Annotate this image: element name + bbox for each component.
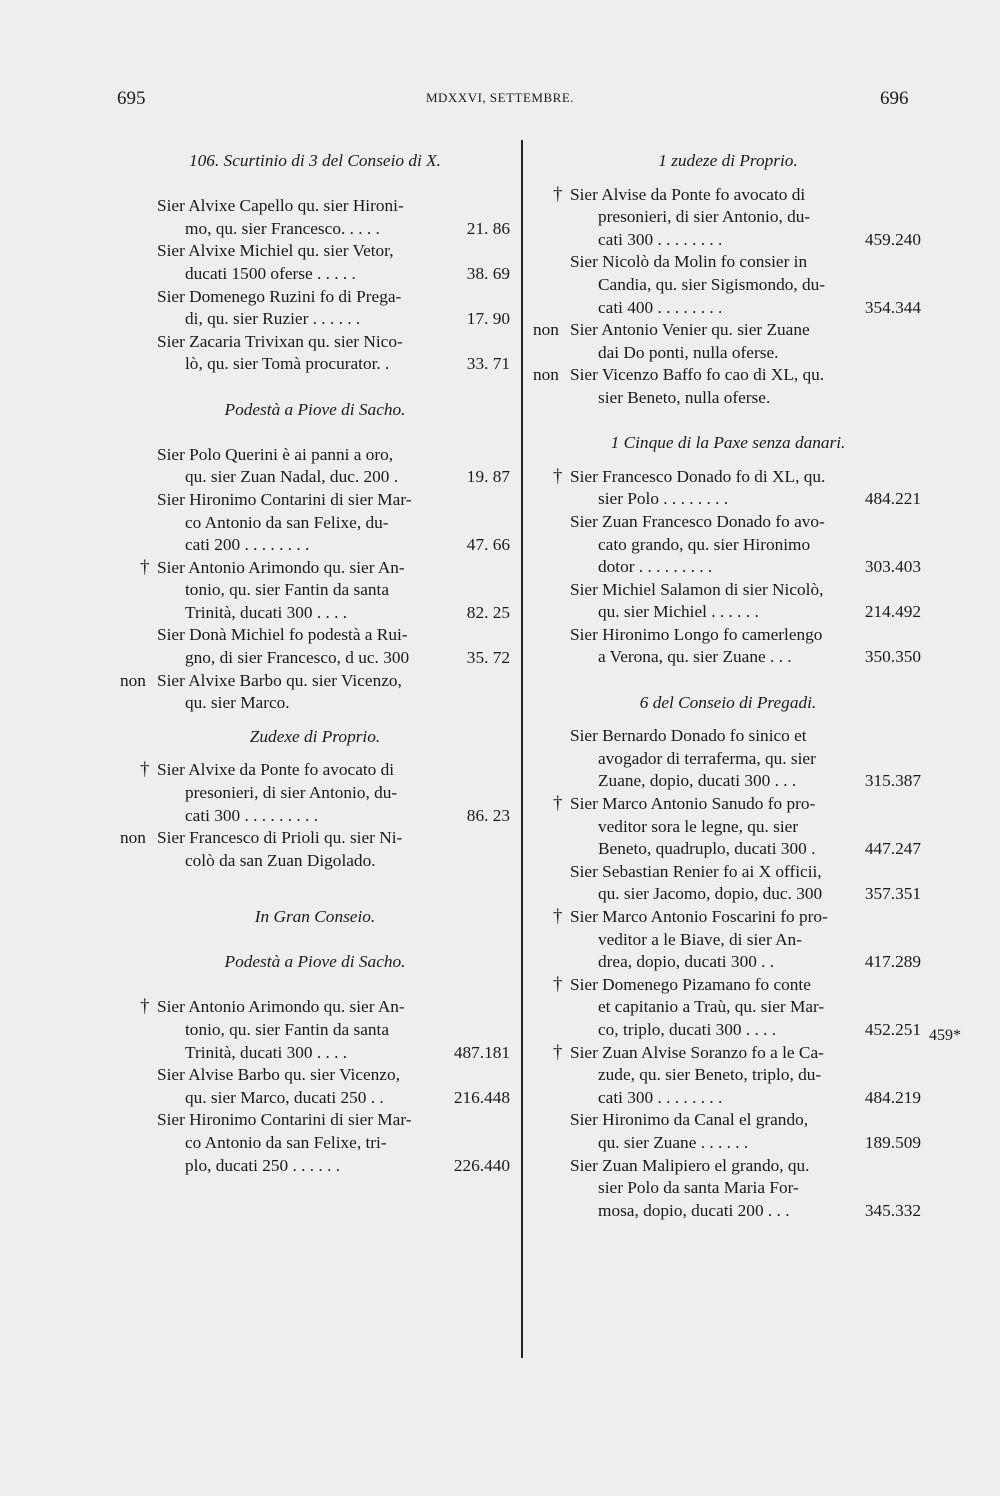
heading-text: 1 zudeze di Proprio.	[658, 151, 798, 170]
entry-line	[533, 1132, 923, 1155]
spacer	[120, 173, 510, 196]
entry-text: Sier Vicenzo Baffo fo cao di XL, qu.	[570, 365, 825, 385]
entry-text: qu. sier Marco, ducati 250 . .	[185, 1087, 384, 1107]
entry-line	[120, 218, 510, 241]
entry-line	[533, 951, 923, 974]
vote-count: 189.509	[864, 1132, 921, 1152]
entry-line	[533, 861, 923, 884]
spacer	[533, 455, 923, 466]
entry-line	[533, 488, 923, 511]
entry-line	[533, 1200, 923, 1223]
entry-line	[120, 331, 510, 354]
entry-line	[533, 793, 923, 816]
entry-line	[533, 906, 923, 929]
entry-text: Sier Francesco di Prioli qu. sier Ni-	[157, 828, 403, 848]
entry-text: cati 400 . . . . . . . .	[598, 297, 723, 317]
heading-text: In Gran Conseio.	[254, 907, 376, 926]
vote-count: 417.289	[864, 952, 921, 972]
entry-text: Sier Francesco Donado fo di XL, qu.	[570, 466, 826, 486]
entry-line	[533, 579, 923, 602]
entry-line	[533, 319, 923, 342]
entry-line	[120, 195, 510, 218]
vote-count: 82. 25	[466, 602, 510, 622]
section-heading	[120, 399, 510, 422]
entry-text: cati 300 . . . . . . . .	[598, 229, 723, 249]
heading-text: Zudexe di Proprio.	[249, 726, 381, 746]
entry-line	[533, 534, 923, 557]
entry-line	[533, 466, 923, 489]
entry-text: Sier Alvixe Capello qu. sier Hironi-	[157, 196, 404, 216]
section-heading	[120, 951, 510, 974]
spacer	[120, 872, 510, 895]
entry-line	[533, 883, 923, 906]
section-heading	[120, 906, 510, 929]
entry-text: Sier Alvixe Barbo qu. sier Vicenzo,	[157, 670, 402, 690]
entry-text: lò, qu. sier Tomà procurator. .	[185, 354, 390, 374]
entry-line	[120, 1042, 510, 1065]
entry-text: mosa, dopio, ducati 200 . . .	[598, 1200, 790, 1220]
vote-count: 487.181	[453, 1042, 510, 1062]
entry-line	[120, 534, 510, 557]
entry-line	[533, 748, 923, 771]
non-marker: non	[120, 670, 146, 690]
entry-text: Sier Alvixe da Ponte fo avocato di	[157, 760, 395, 780]
entry-text: Sier Antonio Arimondo qu. sier An-	[157, 557, 405, 577]
entry-line	[120, 1019, 510, 1042]
running-head	[0, 88, 1000, 112]
entry-line	[533, 364, 923, 387]
entry-text: Trinità, ducati 300 . . . .	[185, 602, 348, 622]
entry-line	[533, 229, 923, 252]
spacer	[533, 173, 923, 184]
entry-text: dai Do ponti, nulla oferse.	[598, 342, 779, 362]
section-heading	[120, 150, 510, 173]
entry-line	[533, 838, 923, 861]
entry-text: zude, qu. sier Beneto, triplo, du-	[598, 1065, 822, 1085]
entry-text: Beneto, quadruplo, ducati 300 .	[598, 839, 816, 859]
entry-text: Trinità, ducati 300 . . . .	[185, 1042, 348, 1062]
entry-line	[533, 1019, 923, 1042]
vote-count: 484.219	[864, 1087, 921, 1107]
entry-line	[120, 759, 510, 782]
entry-text: cati 300 . . . . . . . . .	[185, 805, 318, 825]
entry-line	[533, 1064, 923, 1087]
entry-line	[120, 286, 510, 309]
entry-line	[120, 579, 510, 602]
entry-line	[533, 297, 923, 320]
entry-line	[120, 444, 510, 467]
entry-text: Sier Antonio Venier qu. sier Zuane	[570, 320, 810, 340]
right-column	[533, 150, 923, 1222]
entry-text: Sier Bernardo Donado fo sinico et	[570, 726, 807, 746]
entry-text: Sier Hironimo Longo fo camerlengo	[570, 624, 823, 644]
entry-text: sier Beneto, nulla oferse.	[598, 387, 771, 407]
entry-line	[533, 974, 923, 997]
spacer	[120, 748, 510, 759]
entry-line	[120, 1064, 510, 1087]
entry-line	[120, 647, 510, 670]
elected-cross-icon: †	[553, 906, 563, 927]
entry-line	[533, 996, 923, 1019]
entry-text: Sier Antonio Arimondo qu. sier An-	[157, 997, 405, 1017]
entry-line	[120, 489, 510, 512]
entry-line	[533, 274, 923, 297]
entry-text: veditor a le Biave, di sier An-	[598, 929, 802, 949]
vote-count: 484.221	[864, 489, 921, 509]
entry-line	[120, 827, 510, 850]
spacer	[533, 669, 923, 692]
entry-line	[120, 240, 510, 263]
elected-cross-icon: †	[553, 973, 563, 995]
entry-text: co, triplo, ducati 300 . . . .	[598, 1019, 777, 1039]
vote-count: 214.492	[864, 602, 921, 622]
entry-line	[120, 1155, 510, 1178]
entry-text: co Antonio da san Felixe, du-	[185, 512, 389, 532]
entry-text: Sier Alvise da Ponte fo avocato di	[570, 184, 806, 204]
entry-line	[120, 1132, 510, 1155]
entry-text: Sier Zuan Alvise Soranzo fo a le Ca-	[570, 1042, 824, 1062]
spacer	[120, 974, 510, 997]
entry-line	[120, 692, 510, 715]
entry-text: Sier Hironimo da Canal el grando,	[570, 1110, 809, 1130]
entry-text: Sier Hironimo Contarini di sier Mar-	[157, 1110, 412, 1130]
vote-count: 447.247	[864, 839, 921, 859]
entry-text: qu. sier Zuane . . . . . .	[598, 1132, 749, 1152]
page-number-left: 695	[117, 88, 146, 109]
column-divider	[521, 140, 523, 1358]
entry-text: colò da san Zuan Digolado.	[185, 850, 376, 870]
entry-line	[120, 624, 510, 647]
entry-text: ducati 1500 oferse . . . . .	[185, 263, 356, 283]
entry-text: Sier Nicolò da Molin fo consier in	[570, 252, 808, 272]
heading-text: Podestà a Piove di Sacho.	[224, 399, 406, 419]
entry-text: sier Polo . . . . . . . .	[598, 489, 729, 509]
section-heading	[533, 692, 923, 715]
entry-line	[533, 1087, 923, 1110]
entry-line	[533, 1177, 923, 1200]
vote-count: 86. 23	[466, 805, 510, 825]
entry-line	[533, 1042, 923, 1065]
vote-count: 303.403	[864, 557, 921, 577]
entry-text: tonio, qu. sier Fantin da santa	[185, 580, 389, 600]
heading-text: 6 del Conseio di Pregadi.	[639, 692, 817, 712]
elected-cross-icon: †	[140, 996, 150, 1018]
vote-count: 315.387	[864, 771, 921, 791]
vote-count: 226.440	[453, 1155, 510, 1175]
entry-line	[120, 670, 510, 693]
entry-line	[120, 1109, 510, 1132]
margin-note: 459*	[929, 1027, 961, 1044]
entry-text: presonieri, di sier Antonio, du-	[598, 207, 811, 227]
entry-text: mo, qu. sier Francesco. . . . .	[185, 218, 380, 238]
spacer	[120, 376, 510, 399]
entry-text: et capitanio a Traù, qu. sier Mar-	[598, 997, 825, 1017]
vote-count: 38. 69	[466, 263, 510, 283]
entry-line	[533, 816, 923, 839]
entry-text: Sier Alvise Barbo qu. sier Vicenzo,	[157, 1065, 400, 1085]
entry-text: a Verona, qu. sier Zuane . . .	[598, 647, 792, 667]
entry-line	[533, 725, 923, 748]
spacer	[120, 895, 510, 906]
spacer	[533, 410, 923, 433]
section-heading	[120, 726, 510, 749]
vote-count: 345.332	[864, 1200, 921, 1220]
vote-count: 350.350	[864, 647, 921, 667]
vote-count: 47. 66	[466, 535, 510, 555]
entry-line	[533, 770, 923, 793]
entry-text: co Antonio da san Felixe, tri-	[185, 1132, 387, 1152]
vote-count: 17. 90	[466, 309, 510, 329]
elected-cross-icon: †	[140, 556, 150, 578]
entry-line	[120, 602, 510, 625]
entry-text: qu. sier Marco.	[185, 693, 290, 713]
vote-count: 21. 86	[466, 218, 510, 238]
entry-line	[120, 512, 510, 535]
entry-text: cato grando, qu. sier Hironimo	[598, 534, 811, 554]
entry-text: di, qu. sier Ruzier . . . . . .	[185, 309, 361, 329]
entry-text: Candia, qu. sier Sigismondo, du-	[598, 274, 826, 294]
entry-text: Sier Donà Michiel fo podestà a Rui-	[157, 625, 408, 645]
entry-line	[120, 263, 510, 286]
entry-line	[120, 996, 510, 1019]
entry-line	[533, 601, 923, 624]
spacer	[120, 929, 510, 952]
elected-cross-icon: †	[553, 793, 563, 815]
elected-cross-icon: †	[553, 1041, 563, 1063]
vote-count: 33. 71	[466, 354, 510, 374]
elected-cross-icon: †	[553, 183, 563, 205]
entry-text: Sier Marco Antonio Sanudo fo pro-	[570, 794, 816, 814]
spacer	[120, 715, 510, 726]
vote-count: 19. 87	[466, 467, 510, 487]
entry-text: Sier Zuan Francesco Donado fo avo-	[570, 511, 825, 531]
heading-text: 106. Scurtinio di 3 del Conseio di X.	[188, 151, 441, 170]
non-marker: non	[533, 365, 559, 385]
entry-text: tonio, qu. sier Fantin da santa	[185, 1019, 389, 1039]
entry-text: Sier Zacaria Trivixan qu. sier Nico-	[157, 331, 403, 351]
section-heading	[533, 150, 923, 173]
entry-line	[533, 251, 923, 274]
vote-count: 357.351	[864, 884, 921, 904]
entry-text: Zuane, dopio, ducati 300 . . .	[598, 771, 797, 791]
entry-text: drea, dopio, ducati 300 . .	[598, 952, 775, 972]
entry-text: Sier Alvixe Michiel qu. sier Vetor,	[157, 241, 394, 261]
entry-line	[120, 782, 510, 805]
running-title: MDXXVI, SETTEMBRE.	[425, 90, 575, 105]
entry-line	[120, 557, 510, 580]
entry-text: avogador di terraferma, qu. sier	[598, 748, 816, 768]
entry-line	[533, 1109, 923, 1132]
entry-line	[533, 206, 923, 229]
entry-text: cati 300 . . . . . . . .	[598, 1087, 723, 1107]
entry-line	[533, 342, 923, 365]
entry-text: Sier Domenego Pizamano fo conte	[570, 974, 811, 994]
entry-line	[533, 511, 923, 534]
entry-text: Sier Zuan Malipiero el grando, qu.	[570, 1155, 810, 1175]
section-heading	[533, 432, 923, 455]
vote-count: 35. 72	[466, 648, 510, 668]
entry-text: Sier Sebastian Renier fo ai X officii,	[570, 861, 822, 881]
heading-text: Podestà a Piove di Sacho.	[224, 952, 406, 972]
vote-count: 216.448	[453, 1087, 510, 1107]
entry-text: plo, ducati 250 . . . . . .	[185, 1155, 341, 1175]
entry-line	[533, 1155, 923, 1178]
entry-text: veditor sora le legne, qu. sier	[598, 816, 799, 836]
entry-text: dotor . . . . . . . . .	[598, 557, 713, 577]
entry-text: Sier Domenego Ruzini fo di Prega-	[157, 286, 402, 306]
entry-text: Sier Michiel Salamon di sier Nicolò,	[570, 579, 824, 599]
spacer	[120, 421, 510, 444]
entry-text: qu. sier Zuan Nadal, duc. 200 .	[185, 467, 399, 487]
entry-text: gno, di sier Francesco, d uc. 300	[185, 648, 410, 668]
entry-line	[120, 466, 510, 489]
elected-cross-icon: †	[553, 465, 563, 487]
entry-line	[120, 353, 510, 376]
heading-text: 1 Cinque di la Paxe senza danari.	[610, 433, 846, 453]
vote-count: 354.344	[864, 297, 921, 317]
entry-text: qu. sier Jacomo, dopio, duc. 300	[598, 884, 823, 904]
entry-line	[533, 184, 923, 207]
entry-text: Sier Hironimo Contarini di sier Mar-	[157, 489, 412, 509]
entry-text: sier Polo da santa Maria For-	[598, 1178, 799, 1198]
entry-line	[533, 556, 923, 579]
entry-line	[120, 1087, 510, 1110]
entry-text: Sier Polo Querini è ai panni a oro,	[157, 444, 394, 464]
spacer	[533, 714, 923, 725]
entry-text: presonieri, di sier Antonio, du-	[185, 783, 398, 803]
elected-cross-icon: †	[140, 759, 150, 781]
entry-text: qu. sier Michiel . . . . . .	[598, 602, 759, 622]
non-marker: non	[533, 320, 559, 340]
page-number-right: 696	[880, 88, 909, 109]
entry-line	[120, 805, 510, 828]
entry-line	[533, 646, 923, 669]
vote-count: 459.240	[864, 229, 921, 249]
left-column	[120, 150, 510, 1177]
non-marker: non	[120, 828, 146, 848]
entry-line	[120, 850, 510, 873]
entry-text: Sier Marco Antonio Foscarini fo pro-	[570, 907, 828, 926]
entry-line	[533, 624, 923, 647]
entry-line	[533, 387, 923, 410]
entry-line	[533, 929, 923, 952]
entry-line	[120, 308, 510, 331]
vote-count: 452.251	[864, 1019, 921, 1039]
entry-text: cati 200 . . . . . . . .	[185, 535, 310, 555]
